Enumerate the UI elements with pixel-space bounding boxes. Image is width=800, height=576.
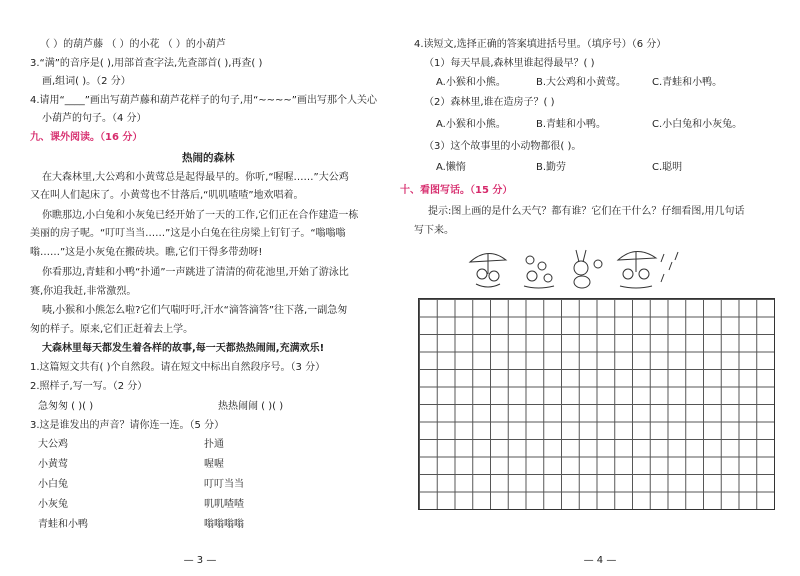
match-right: 叮叮当当 [204, 479, 244, 490]
picture-illustration [468, 246, 688, 290]
question-4-cont: 小葫芦的句子。（4 分） [42, 113, 147, 124]
match-right: 叽叽喳喳 [204, 499, 244, 510]
match-left: 小黄莺 [38, 459, 68, 470]
option-c: C.小白兔和小灰兔。 [652, 119, 743, 130]
page-number: — 4 — [583, 555, 617, 566]
passage-line: 咦,小猴和小熊怎么啦?它们气喘吁吁,汗水“滴答滴答”往下落,一副急匆 [42, 305, 348, 316]
option-b: B.青蛙和小鸭。 [536, 119, 607, 130]
passage-line: 在大森林里,大公鸡和小黄莺总是起得最早的。你听,“喔喔……”大公鸡 [42, 172, 349, 183]
choice-question-3: （3）这个故事里的小动物都很( )。 [424, 141, 582, 152]
passage-line: 赛,你追我赶,非常激烈。 [30, 286, 137, 297]
page-number: — 3 — [183, 555, 217, 566]
choice-question-1: （1）每天早晨,森林里谁起得最早？( ) [424, 58, 595, 69]
sub-question-2: 2.照样子,写一写。（2 分） [30, 381, 148, 392]
match-right: 嗡嗡嗡嗡 [204, 519, 244, 530]
example-2: 热热闹闹 ( )( ) [218, 401, 284, 412]
sub-question-3: 3.这是谁发出的声音？请你连一连。（5 分） [30, 420, 225, 431]
question-4: 4.请用“____”画出写葫芦藤和葫芦花样子的句子,用“~~~~”画出写那个人关心 [30, 95, 377, 106]
animal-umbrella-picture [618, 251, 678, 288]
option-b: B.大公鸡和小黄莺。 [536, 77, 627, 88]
passage-line: 匆的样子。原来,它们正赶着去上学。 [30, 324, 194, 335]
passage-line: 嗡……”这是小灰兔在搬砖块。瞧,它们干得多带劲呀! [30, 247, 263, 258]
writing-grid[interactable] [418, 298, 775, 510]
match-right: 扑通 [204, 439, 224, 450]
match-right: 喔喔 [204, 459, 224, 470]
question-3-cont: 画,组词( )。（2 分） [42, 76, 131, 87]
passage-line: 大森林里每天都发生着各样的故事,每一天都热热闹闹,充满欢乐! [42, 343, 325, 354]
option-a: A.小猴和小熊。 [436, 77, 506, 88]
frog-umbrella-picture [470, 253, 506, 287]
option-c: C.聪明 [652, 162, 683, 173]
option-b: B.勤劳 [536, 162, 567, 173]
section-heading-10: 十、看图写话。（15 分） [400, 185, 513, 196]
match-left: 小灰兔 [38, 499, 68, 510]
example-1: 急匆匆 ( )( ) [38, 401, 94, 412]
passage-title: 热闹的森林 [182, 152, 235, 164]
match-left: 青蛙和小鸭 [38, 519, 88, 530]
writing-hint: 提示:图上画的是什么天气？都有谁？它们在干什么？仔细看图,用几句话 [428, 206, 745, 217]
section-heading-9: 九、课外阅读。（16 分） [30, 132, 143, 143]
match-left: 大公鸡 [38, 439, 68, 450]
sub-question-1: 1.这篇短文共有( )个自然段。请在短文中标出自然段序号。（3 分） [30, 362, 326, 373]
option-c: C.青蛙和小鸭。 [652, 77, 723, 88]
passage-line: 你瞧那边,小白兔和小灰兔已经开始了一天的工作,它们正在合作建造一栋 [42, 210, 359, 221]
passage-line: 你看那边,青蛙和小鸭“扑通”一声跳进了清清的荷花池里,开始了游泳比 [42, 267, 349, 278]
writing-hint-cont: 写下来。 [414, 225, 454, 236]
option-a: A.小猴和小熊。 [436, 119, 506, 130]
rabbit-picture [574, 250, 602, 288]
question-4: 4.读短文,选择正确的答案填进括号里。（填序号）（6 分） [414, 39, 667, 50]
choice-question-2: （2）森林里,谁在造房子？( ) [424, 97, 555, 108]
passage-line: 美丽的房子呢。“叮叮当当……”这是小白兔在往房梁上钉钉子。“嗡嗡嗡 [30, 228, 346, 239]
option-a: A.懒惰 [436, 162, 466, 173]
blank-line: （ ）的葫芦藤 （ ）的小花 （ ）的小葫芦 [40, 39, 226, 50]
passage-line: 又在叫人们起床了。小黄莺也不甘落后,“叽叽喳喳”地欢唱着。 [30, 190, 304, 201]
question-3: 3.“满”的音序是( ),用部首查字法,先查部首( ),再查( ) [30, 58, 263, 69]
match-left: 小白兔 [38, 479, 68, 490]
chicks-picture [524, 256, 554, 288]
